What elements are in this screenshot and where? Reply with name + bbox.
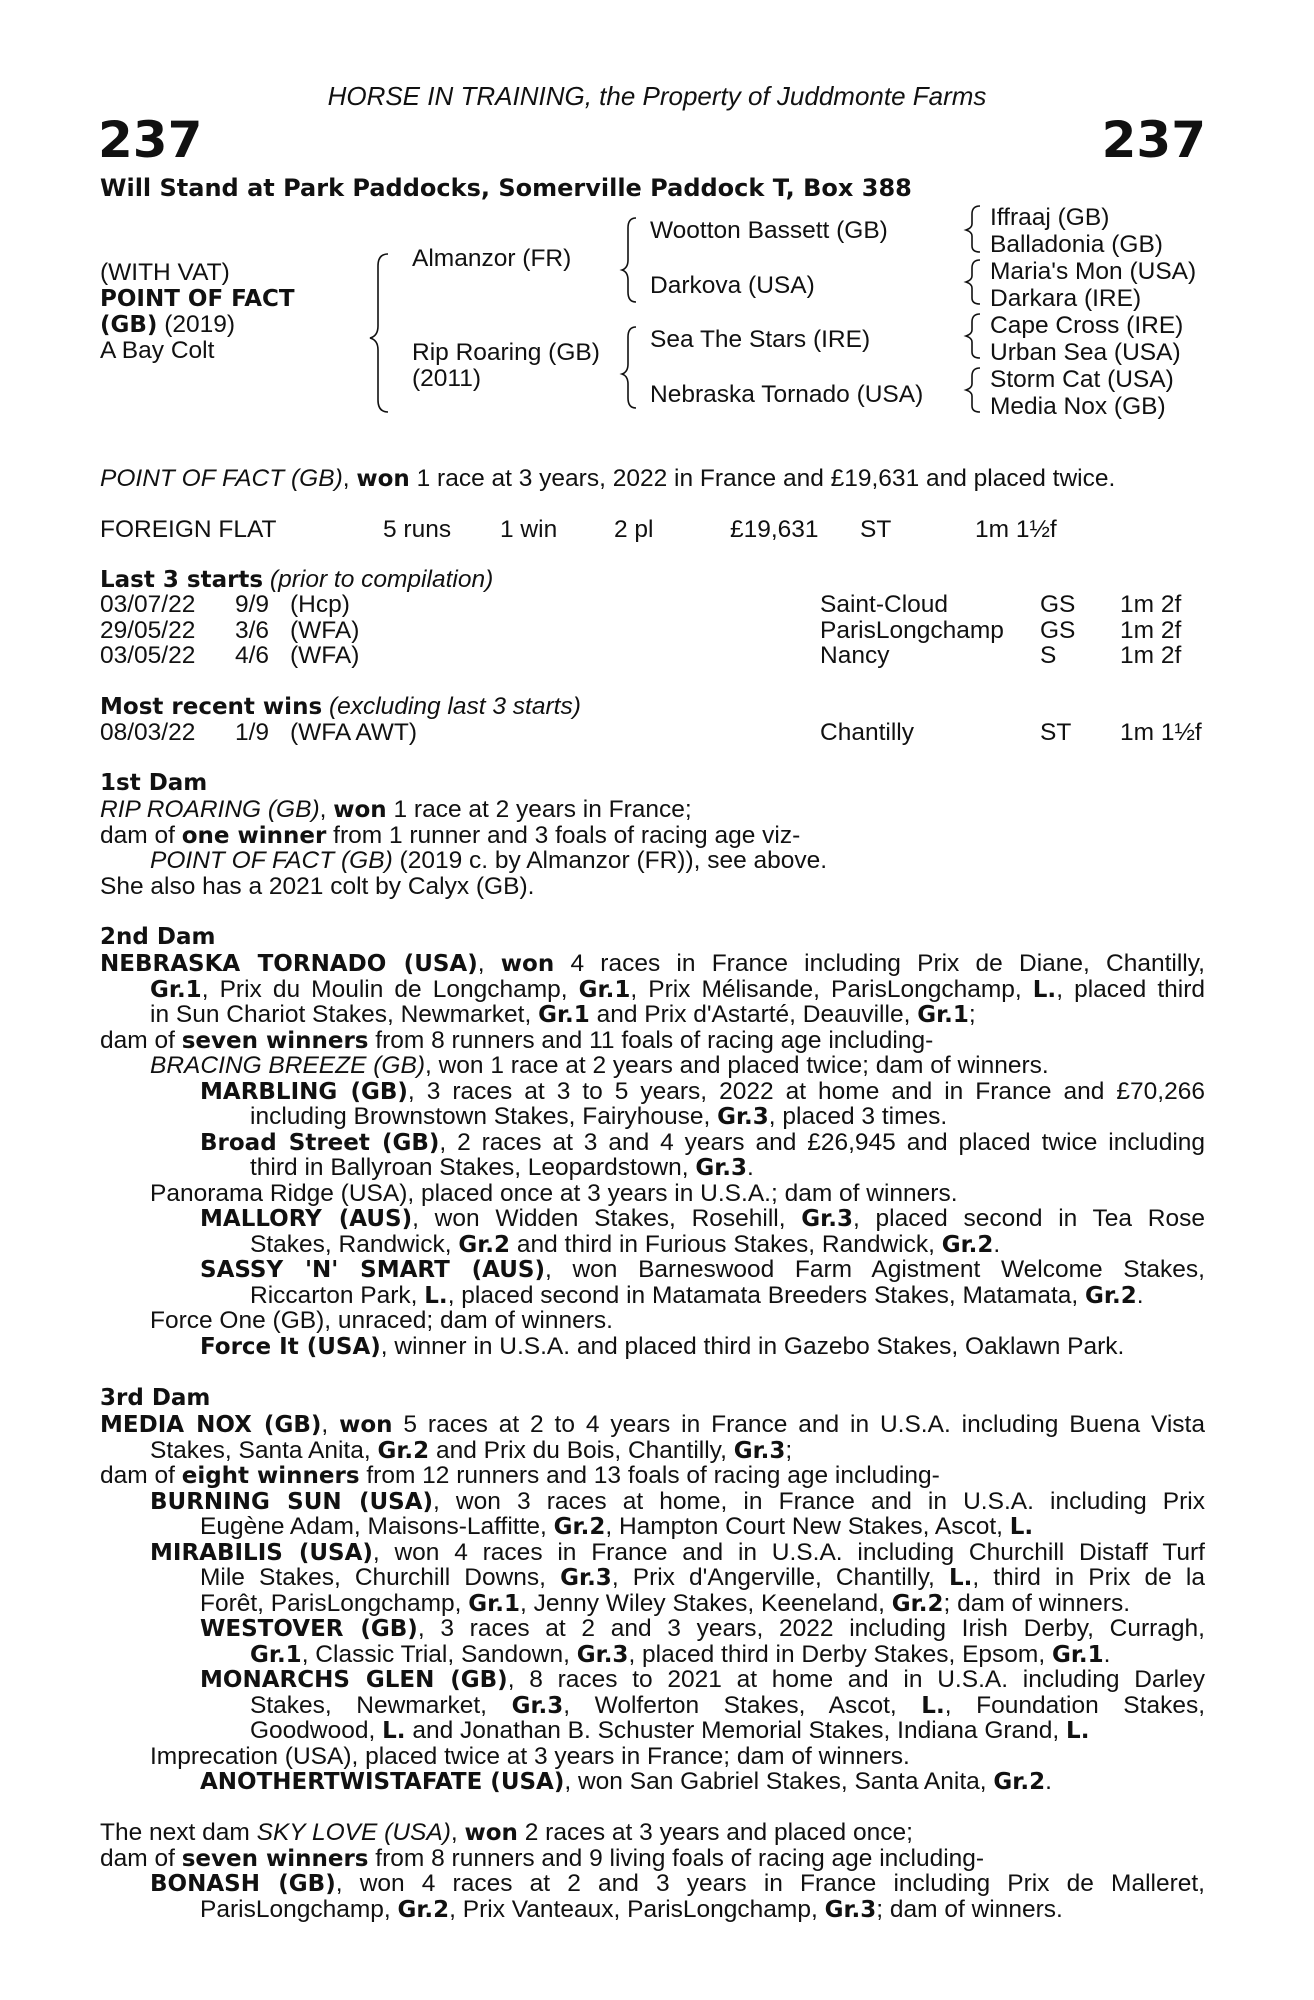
race-row [100,720,1210,746]
text: and third in Furious Stakes, Randwick, [510,1230,942,1258]
text-line [100,1308,1205,1334]
text: Mile Stakes, Churchill Downs, [200,1564,561,1591]
text-line [100,1104,1205,1130]
recent-wins-title: Most recent wins [100,694,323,720]
race-pos: 9/9 [235,591,270,618]
text: third in Ballyroan Stakes, Leopardstown, [250,1154,696,1181]
bold-text: Gr.3 [511,1692,564,1719]
record-earnings: £19,631 [730,516,819,543]
last-starts-heading [100,567,493,594]
bold-text: L. [1066,1718,1090,1744]
race-dist: 1m 2f [1120,591,1182,618]
italic-text: POINT OF FACT (GB) [150,847,393,874]
race-course: ParisLongchamp [820,616,1004,644]
text: 2 races at 3 years and placed once; [517,1819,913,1846]
text: from 8 runners and 9 living foals of racing age including- [368,1844,985,1872]
bold-text: Gr.2 [1085,1282,1137,1309]
text: She also has a 2021 colt by Calyx (GB). [100,872,535,900]
race-pos: 4/6 [235,642,270,669]
bold-text: Gr.2 [553,1514,606,1540]
great-grandparent-3: Maria's Mon (USA) [990,258,1197,285]
text-line [100,1846,1205,1872]
next-dam-text [100,1820,1205,1922]
bold-text: Gr.3 [576,1641,629,1668]
horse-name: POINT OF FACT [100,286,295,312]
text: , 2 races at 3 and 4 years and £26,945 and placed twice including [439,1128,1206,1156]
text: from 12 runners and 13 foals of racing age including- [359,1462,940,1489]
text-line [100,1540,1205,1566]
text: , placed 3 times. [768,1103,948,1130]
text-line [100,1257,1205,1283]
text-line [100,1334,1205,1360]
text: , won 3 races at home, in France and in U.S.A. including Prix [433,1487,1205,1515]
text-line [100,1514,1205,1540]
bold-text: L. [921,1692,945,1719]
text-line [100,1283,1205,1309]
text: , won Barneswood Farm Agistment Welcome Stakes, [545,1256,1205,1283]
text: , placed third [1056,975,1205,1003]
text: , Prix du Moulin de Longchamp, [201,975,579,1003]
horse-year: (2019) [157,311,236,338]
great-grandparent-8: Media Nox (GB) [990,393,1166,420]
text-line [100,848,1205,874]
text: , [321,1411,340,1438]
text: , 3 races at 2 and 3 years, 2022 including Irish Derby, Curragh, [417,1615,1205,1642]
bold-text: Gr.3 [733,1437,786,1464]
text-line [100,797,1205,823]
text-line [100,1591,1205,1617]
great-grandparent-4: Darkara (IRE) [990,285,1142,312]
text: The next dam [100,1819,257,1846]
text-line [100,1412,1205,1438]
text: and Prix du Bois, Chantilly, [429,1436,734,1464]
text-line [100,1693,1205,1719]
record-going: ST [860,516,892,543]
text-line [100,1232,1205,1258]
bold-text: Gr.1 [538,1002,590,1028]
race-row [100,643,1210,669]
catalogue-header: HORSE IN TRAINING, the Property of Juddmonte Farms [327,81,987,111]
text-line [100,1028,1205,1054]
race-type: (WFA) [290,642,360,669]
race-dist: 1m 2f [1120,616,1182,644]
bold-text: eight winners [181,1463,360,1489]
race-date: 03/05/22 [100,642,196,669]
text: , [477,950,501,977]
recent-wins-heading [100,694,581,721]
text: dam of [100,1026,182,1054]
text: dam of [100,1844,182,1872]
last-starts-title: Last 3 starts [100,567,264,593]
bold-text: Broad Street (GB) [200,1129,440,1156]
bold-text: Gr.1 [917,1002,969,1028]
horse-country: (GB) [100,312,158,338]
race-course: Chantilly [820,719,914,746]
race-going: ST [1040,719,1072,746]
italic-text: SKY LOVE (USA) [256,1819,451,1846]
text: , Classic Trial, Sandown, [301,1640,577,1668]
text: . [1045,1768,1052,1795]
text-line [100,1463,1205,1489]
vat-note: (WITH VAT) [100,259,230,286]
text: dam of [100,1462,182,1489]
text-line [100,874,1205,900]
text-line [100,1820,1205,1846]
race-pos: 3/6 [235,616,270,644]
bold-text: MONARCHS GLEN (GB) [200,1667,508,1693]
bold-text: L. [424,1282,448,1309]
text: including Brownstown Stakes, Fairyhouse, [250,1103,718,1130]
bold-text: Gr.2 [941,1231,994,1258]
text: , won Widden Stakes, Rosehill, [412,1205,802,1232]
text-line [100,951,1205,977]
bold-text: seven winners [181,1845,369,1872]
text: and Jonathan B. Schuster Memorial Stakes, Indiana Grand, [405,1717,1067,1744]
text: (2019 c. by Almanzor (FR)), see above. [392,847,828,874]
bold-text: ANOTHERTWISTAFATE (USA) [200,1769,565,1795]
grandparent-2: Darkova (USA) [650,272,815,299]
text-line [100,1181,1205,1207]
text-line [100,1897,1205,1923]
text: . [747,1154,754,1181]
text: from 8 runners and 11 foals of racing age including- [368,1026,934,1054]
great-grandparent-7: Storm Cat (USA) [990,366,1174,393]
text: , Hampton Court New Stakes, Ascot, [605,1513,1010,1540]
third-dam-heading: 3rd Dam [100,1385,211,1411]
text: Force One (GB), unraced; dam of winners. [150,1307,613,1334]
text-line [100,1438,1205,1464]
text: and Prix d'Astarté, Deauville, [589,1001,918,1028]
text: 1 race at 2 years in France; [386,796,692,823]
text-line [100,1565,1205,1591]
text: , 3 races at 3 to 5 years, 2022 at home and in France and £70,266 [407,1077,1205,1105]
race-type: (WFA) [290,616,360,644]
race-summary [100,466,1115,493]
race-type: (Hcp) [290,591,350,618]
bracket-dam [622,327,636,408]
text: Stakes, Newmarket, [250,1691,512,1719]
summary-sep: , [342,465,357,492]
bracket-gg4 [966,368,980,412]
race-date: 08/03/22 [100,719,196,746]
great-grandparent-5: Cape Cross (IRE) [990,312,1184,339]
bold-text: L. [948,1565,973,1591]
text: ParisLongchamp, [200,1895,398,1923]
great-grandparent-2: Balladonia (GB) [990,231,1163,258]
text: 5 races at 2 to 4 years in France and in U.S.A. including Buena Vista [392,1411,1205,1438]
bracket-gg3 [966,314,980,358]
text: Imprecation (USA), placed twice at 3 years in France; dam of winners. [150,1742,910,1770]
text-line [100,1642,1205,1668]
bold-text: Gr.2 [397,1896,450,1923]
text: , [450,1819,465,1846]
bold-text: won [464,1820,518,1846]
text: . [1136,1281,1144,1309]
text: , won 4 races in France and in U.S.A. including Churchill Distaff Turf [372,1538,1205,1566]
text: Panorama Ridge (USA), placed once at 3 years in U.S.A.; dam of winners. [150,1179,958,1207]
text: , won 1 race at 2 years and placed twice; dam of winners. [424,1052,1049,1079]
bold-text: Gr.2 [458,1231,511,1258]
last-starts-note: (prior to compilation) [263,566,494,593]
text: , third in Prix de la [972,1564,1205,1591]
bracket-gg2 [966,260,980,304]
record-wins: 1 win [500,516,558,543]
summary-horse-name: POINT OF FACT (GB) [100,465,343,492]
bold-text: L. [382,1718,406,1744]
race-type: (WFA AWT) [290,719,418,746]
text-line [100,1155,1205,1181]
first-dam-heading: 1st Dam [100,770,208,796]
text-line [100,1718,1205,1744]
text: Stakes, Randwick, [250,1230,459,1258]
text: , Prix d'Angerville, Chantilly, [611,1564,949,1591]
text: , 8 races to 2021 at home and in U.S.A. including Darley [507,1666,1205,1693]
first-dam-text [100,797,1205,899]
text: 4 races in France including Prix de Diane, Chantilly, [554,950,1205,977]
bold-text: WESTOVER (GB) [200,1616,418,1642]
race-course: Nancy [820,642,890,669]
record-placed: 2 pl [614,516,654,543]
text: Goodwood, [250,1717,383,1744]
text-line [100,1002,1205,1028]
bold-text: won [339,1412,393,1438]
bold-text: Gr.1 [578,976,631,1003]
text: , placed second in Tea Rose [852,1205,1205,1232]
text-line [100,1130,1205,1156]
bold-text: Gr.1 [150,976,202,1003]
lot-number-right: 237 [1101,111,1206,169]
sire-name: Almanzor (FR) [412,245,572,272]
dam-name: Rip Roaring (GB) [412,339,600,366]
bold-text: MEDIA NOX (GB) [100,1412,322,1438]
text: Riccarton Park, [250,1281,425,1309]
race-date: 29/05/22 [100,616,196,644]
bold-text: seven winners [181,1027,369,1054]
record-runs: 5 runs [383,516,452,543]
text-line [100,1667,1205,1693]
second-dam-heading: 2nd Dam [100,924,216,950]
great-grandparent-1: Iffraaj (GB) [990,204,1110,231]
bold-text: MARBLING (GB) [200,1078,408,1105]
bold-text: Gr.1 [468,1590,520,1617]
grandparent-1: Wootton Bassett (GB) [650,217,888,244]
summary-won: won [356,466,410,492]
bold-text: Gr.2 [993,1769,1046,1795]
text: , winner in U.S.A. and placed third in Gazebo Stakes, Oaklawn Park. [380,1332,1125,1360]
text: ; [968,1001,976,1028]
text-line [100,1769,1205,1795]
text: , won San Gabriel Stakes, Santa Anita, [564,1768,994,1795]
text-line [100,1206,1205,1232]
bold-text: won [333,797,387,823]
text: ; [785,1436,793,1464]
text: from 1 runner and 3 foals of racing age viz- [326,821,801,849]
text: Stakes, Santa Anita, [150,1436,378,1464]
text: , Foundation Stakes, [944,1691,1205,1719]
horse-description: A Bay Colt [100,337,215,364]
text-line [100,977,1205,1003]
text: , Prix Mélisande, ParisLongchamp, [630,975,1033,1003]
text-line [100,1616,1205,1642]
bold-text: Gr.3 [717,1104,769,1130]
text: ; dam of winners. [943,1589,1131,1617]
text-line [100,1489,1205,1515]
bold-text: Gr.3 [560,1565,612,1591]
text: , Wolferton Stakes, Ascot, [563,1691,922,1719]
grandparent-4: Nebraska Tornado (USA) [650,381,924,408]
bold-text: Force It (USA) [200,1333,381,1360]
bracket-sire [622,218,636,302]
text-line [100,1744,1205,1770]
stand-location: Will Stand at Park Paddocks, Somerville Paddock T, Box 388 [100,174,912,202]
text: , [319,796,334,823]
grandparent-3: Sea The Stars (IRE) [650,326,871,353]
bold-text: MIRABILIS (USA) [150,1539,373,1566]
text: . [1103,1640,1111,1668]
text: Forêt, ParisLongchamp, [200,1589,469,1617]
bracket-main [370,254,388,412]
bold-text: BURNING SUN (USA) [150,1488,434,1515]
bold-text: Gr.1 [250,1641,302,1668]
bold-text: Gr.2 [891,1590,944,1617]
race-going: GS [1040,616,1076,644]
text: dam of [100,821,182,849]
text-line [100,1079,1205,1105]
bold-text: Gr.2 [377,1437,430,1464]
bold-text: L. [1009,1514,1034,1540]
text-line [100,1871,1205,1897]
race-going: S [1040,642,1057,669]
bold-text: BONASH (GB) [150,1871,336,1897]
text: ; dam of winners. [876,1895,1063,1923]
bold-text: Gr.3 [695,1155,748,1181]
great-grandparent-6: Urban Sea (USA) [990,339,1181,366]
bold-text: Gr.3 [801,1206,853,1232]
race-date: 03/07/22 [100,591,196,618]
race-record [100,517,1210,543]
text: . [993,1230,1001,1258]
bold-text: SASSY 'N' SMART (AUS) [200,1257,545,1283]
text: , placed third in Derby Stakes, Epsom, [628,1640,1052,1668]
race-pos: 1/9 [235,719,270,746]
bold-text: Gr.3 [824,1896,877,1923]
race-dist: 1m 2f [1120,642,1182,669]
race-row [100,592,1210,618]
bracket-gg1 [966,206,980,252]
summary-text: 1 race at 3 years, 2022 in France and £19,631 and placed twice. [409,465,1116,492]
record-category: FOREIGN FLAT [100,516,277,543]
bold-text: L. [1032,976,1057,1003]
recent-wins-note: (excluding last 3 starts) [322,693,581,720]
text-line [100,1053,1205,1079]
text: , placed second in Matamata Breeders Stakes, Matamata, [447,1281,1086,1309]
race-going: GS [1040,591,1076,618]
bold-text: NEBRASKA TORNADO (USA) [100,951,478,977]
italic-text: RIP ROARING (GB) [100,796,320,823]
race-dist: 1m 1½f [1120,719,1202,746]
third-dam-text [100,1412,1205,1795]
text-line [100,823,1205,849]
bold-text: won [500,951,555,977]
bold-text: one winner [181,822,327,849]
record-distance: 1m 1½f [975,516,1057,543]
race-row [100,618,1210,644]
bold-text: MALLORY (AUS) [200,1206,413,1232]
race-course: Saint-Cloud [820,591,949,618]
text: , Jenny Wiley Stakes, Keeneland, [519,1589,892,1617]
text: , Prix Vanteaux, ParisLongchamp, [449,1895,825,1923]
text: , won 4 races at 2 and 3 years in France including Prix de Malleret, [335,1870,1205,1897]
lot-number-left: 237 [98,111,203,169]
text: in Sun Chariot Stakes, Newmarket, [150,1001,539,1028]
bold-text: Gr.1 [1051,1641,1104,1668]
italic-text: BRACING BREEZE (GB) [150,1052,425,1079]
dam-year: (2011) [412,365,482,392]
text: Eugène Adam, Maisons-Laffitte, [200,1513,554,1540]
second-dam-text [100,951,1205,1359]
